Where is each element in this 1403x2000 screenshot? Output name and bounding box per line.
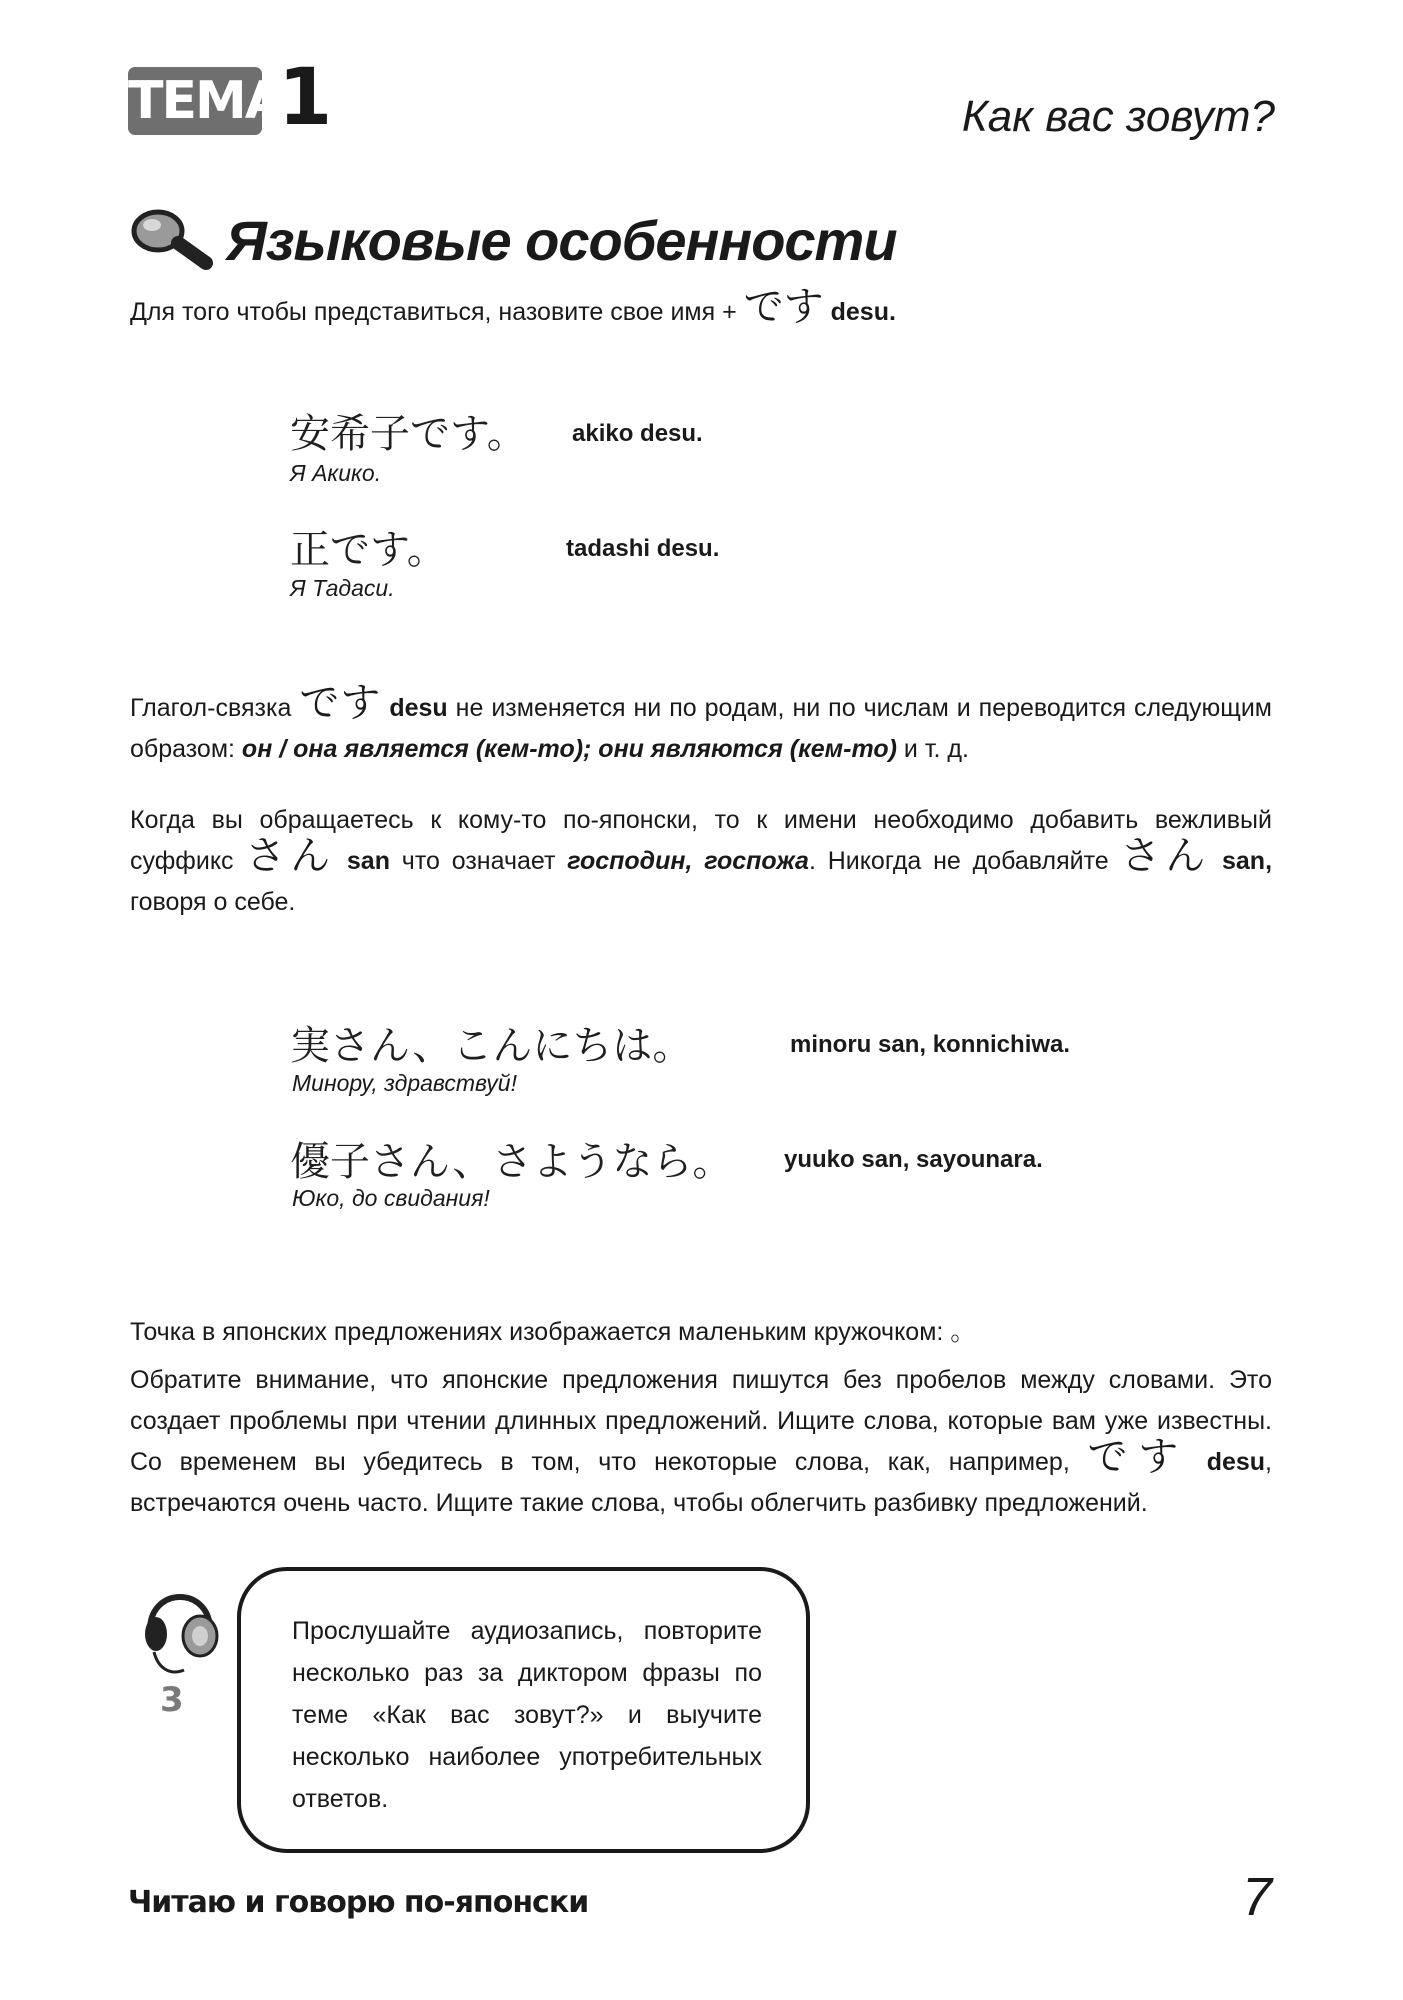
- example-translation: Я Акико.: [290, 460, 382, 486]
- section-title: Языковые особенности: [226, 209, 897, 272]
- suffix-paragraph: Когда вы обращаетесь к кому-то по-японски, то к имени необходимо добавить вежливый суффикс さん san что означает господин, госпожа. Никогда не добавляйте さん san, говоря о себе.: [130, 806, 1273, 916]
- tema-badge: ТЕМА: [128, 67, 262, 135]
- example-romaji: yuuko san, sayounara.: [784, 1146, 1043, 1173]
- spaces-paragraph: Обратите внимание, что японские предложения пишутся без пробелов между словами. Это создает проблемы при чтении длинных предложений. Ищите слова, которые вам уже известны. Со временем вы убедитесь в том, что некоторые слова, как, например, です desu, встречаются очень часто. Ищите такие слова, чтобы облегчить разбивку предложений.: [130, 1366, 1272, 1517]
- tema-number: 1: [278, 53, 333, 143]
- intro-paragraph: Для того чтобы представиться, назовите свое имя + です desu.: [130, 284, 896, 330]
- example-romaji: akiko desu.: [572, 420, 703, 447]
- example-translation: Юко, до свидания!: [292, 1185, 490, 1211]
- audio-instruction: Прослушайте аудиозапись, повторите несколько раз за диктором фразы по теме «Как вас зовут?» и выучите несколько наиболее употребительных ответов.: [292, 1617, 762, 1813]
- example-jp: 優子さん、さようなら。: [290, 1139, 733, 1185]
- example-jp: 実さん、こんにちは。: [290, 1023, 693, 1069]
- example-romaji: tadashi desu.: [566, 535, 720, 562]
- period-paragraph: Точка в японских предложениях изображается маленьким кружочком: 。: [130, 1317, 977, 1347]
- example-jp: 安希子です。: [290, 411, 527, 457]
- page-number: 7: [1241, 1867, 1272, 1927]
- example-translation: Я Тадаси.: [290, 575, 395, 601]
- example-romaji: minoru san, konnichiwa.: [790, 1031, 1071, 1058]
- copula-paragraph: Глагол-связка です desu не изменяется ни по родам, ни по числам и переводится следующим образом: он / она является (кем-то); они являются (кем-то) и т. д.: [130, 680, 1272, 763]
- example-translation: Минору, здравствуй!: [292, 1070, 517, 1096]
- track-number: 3: [160, 1680, 184, 1720]
- topic-title: Как вас зовут?: [961, 92, 1275, 141]
- example-jp: 正です。: [290, 527, 447, 573]
- magnifier-icon: [128, 205, 216, 271]
- book-title: Читаю и говорю по-японски: [128, 1885, 589, 1920]
